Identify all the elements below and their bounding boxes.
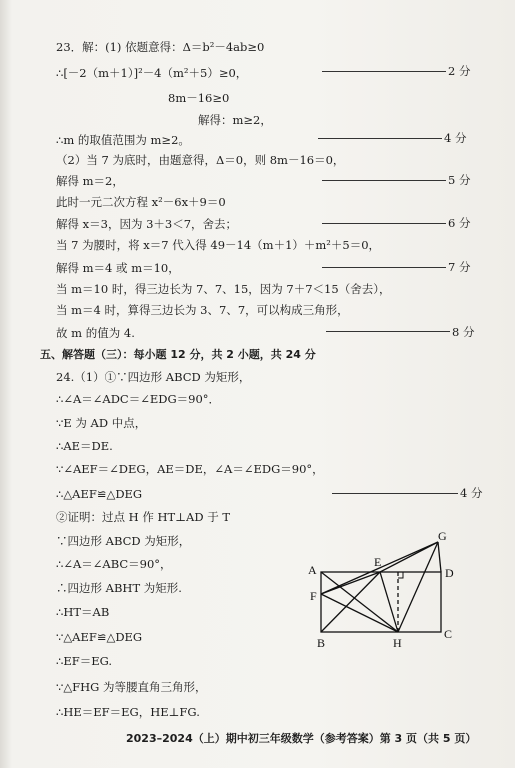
q24-line-14: ∵△FHG 为等腰直角三角形， — [56, 680, 207, 694]
q24-line-13: ∴EF＝EG. — [56, 654, 113, 668]
q23-line-8: 此时一元二次方程 x²－6x＋9＝0 — [56, 195, 226, 209]
label-c: C — [444, 627, 453, 641]
q23-line-12: 当 m＝10 时，得三边长为 7、7、15，因为 7＋7＜15（舍去）， — [56, 282, 391, 296]
q24-line-1: 24.（1）①∵四边形 ABCD 为矩形， — [56, 370, 251, 384]
score-rule — [322, 180, 446, 181]
right-angle-mark — [398, 572, 403, 578]
q23-line-13: 当 m＝4 时，算得三边长为 3、7、7，可以构成三角形， — [56, 303, 349, 317]
q24-line-12: ∵△AEF≌△DEG — [56, 630, 143, 644]
q24-line-10: ∴四边形 ABHT 为矩形. — [56, 581, 182, 595]
score-mark: 7 分 — [448, 260, 471, 274]
q23-line-9: 解得 x＝3，因为 3＋3＜7，舍去； — [56, 217, 238, 231]
q24-line-15: ∴HE＝EF＝EG，HE⊥FG. — [56, 705, 200, 719]
q23-line-1: 23．解：(1) 依题意得：Δ＝b²－4ab≥0 — [56, 40, 265, 54]
score-rule — [326, 331, 450, 332]
q23-line-10: 当 7 为腰时，将 x＝7 代入得 49－14（m＋1）＋m²＋5＝0， — [56, 238, 381, 252]
q24-line-8: ∵四边形 ABCD 为矩形， — [56, 534, 191, 548]
q24-line-4: ∴AE＝DE. — [56, 439, 113, 453]
segment-fh — [321, 594, 398, 632]
q23-line-7: 解得 m＝2， — [56, 174, 124, 188]
score-rule — [318, 138, 442, 139]
q24-line-3: ∵E 为 AD 中点， — [56, 416, 147, 430]
segment-dg — [438, 542, 441, 572]
score-mark: 5 分 — [448, 173, 471, 187]
q24-line-2: ∴∠A＝∠ADC＝∠EDG＝90°． — [56, 392, 221, 406]
geometry-figure — [305, 530, 475, 655]
label-b: B — [317, 636, 326, 650]
score-rule — [322, 71, 446, 72]
q24-line-11: ∴HT＝AB — [56, 605, 110, 619]
q23-line-11: 解得 m＝4 或 m＝10， — [56, 261, 180, 275]
q23-line-2: ∴[－2（m＋1）]²－4（m²＋5）≥0， — [56, 66, 248, 80]
q24-line-9: ∴∠A＝∠ABC＝90°， — [56, 557, 172, 571]
label-a: A — [308, 563, 317, 577]
q23-line-14: 故 m 的值为 4. — [56, 326, 135, 340]
q24-line-6: ∴△AEF≌△DEG — [56, 487, 143, 501]
score-mark: 8 分 — [452, 325, 475, 339]
score-mark: 6 分 — [448, 216, 471, 230]
q23-line-6: （2）当 7 为底时，由题意得，Δ＝0，则 8m－16＝0， — [56, 153, 345, 167]
score-rule — [322, 267, 446, 268]
label-h: H — [393, 636, 402, 650]
score-rule — [322, 223, 446, 224]
score-mark: 2 分 — [448, 64, 471, 78]
score-mark: 4 分 — [460, 486, 483, 500]
q23-line-5: ∴m 的取值范围为 m≥2。 — [56, 133, 190, 147]
section-heading: 五、解答题（三）：每小题 12 分，共 2 小题，共 24 分 — [40, 348, 316, 361]
label-g: G — [438, 530, 447, 543]
q23-line-4: 解得：m≥2， — [198, 113, 272, 127]
label-f: F — [310, 589, 317, 603]
label-e: E — [374, 555, 382, 569]
score-rule — [332, 493, 458, 494]
score-mark: 4 分 — [444, 131, 467, 145]
label-d: D — [445, 566, 454, 580]
q24-line-7: ②证明：过点 H 作 HT⊥AD 于 T — [56, 510, 231, 524]
q24-line-5: ∵∠AEF＝∠DEG，AE＝DE，∠A＝∠EDG＝90°， — [56, 462, 324, 476]
q23-line-3: 8m－16≥0 — [168, 91, 230, 105]
segment-gh — [398, 542, 438, 632]
segment-eh — [380, 572, 398, 632]
page-footer: 2023–2024（上）期中初三年级数学（参考答案）第 3 页（共 5 页） — [126, 732, 477, 745]
segment-ah — [321, 572, 398, 632]
